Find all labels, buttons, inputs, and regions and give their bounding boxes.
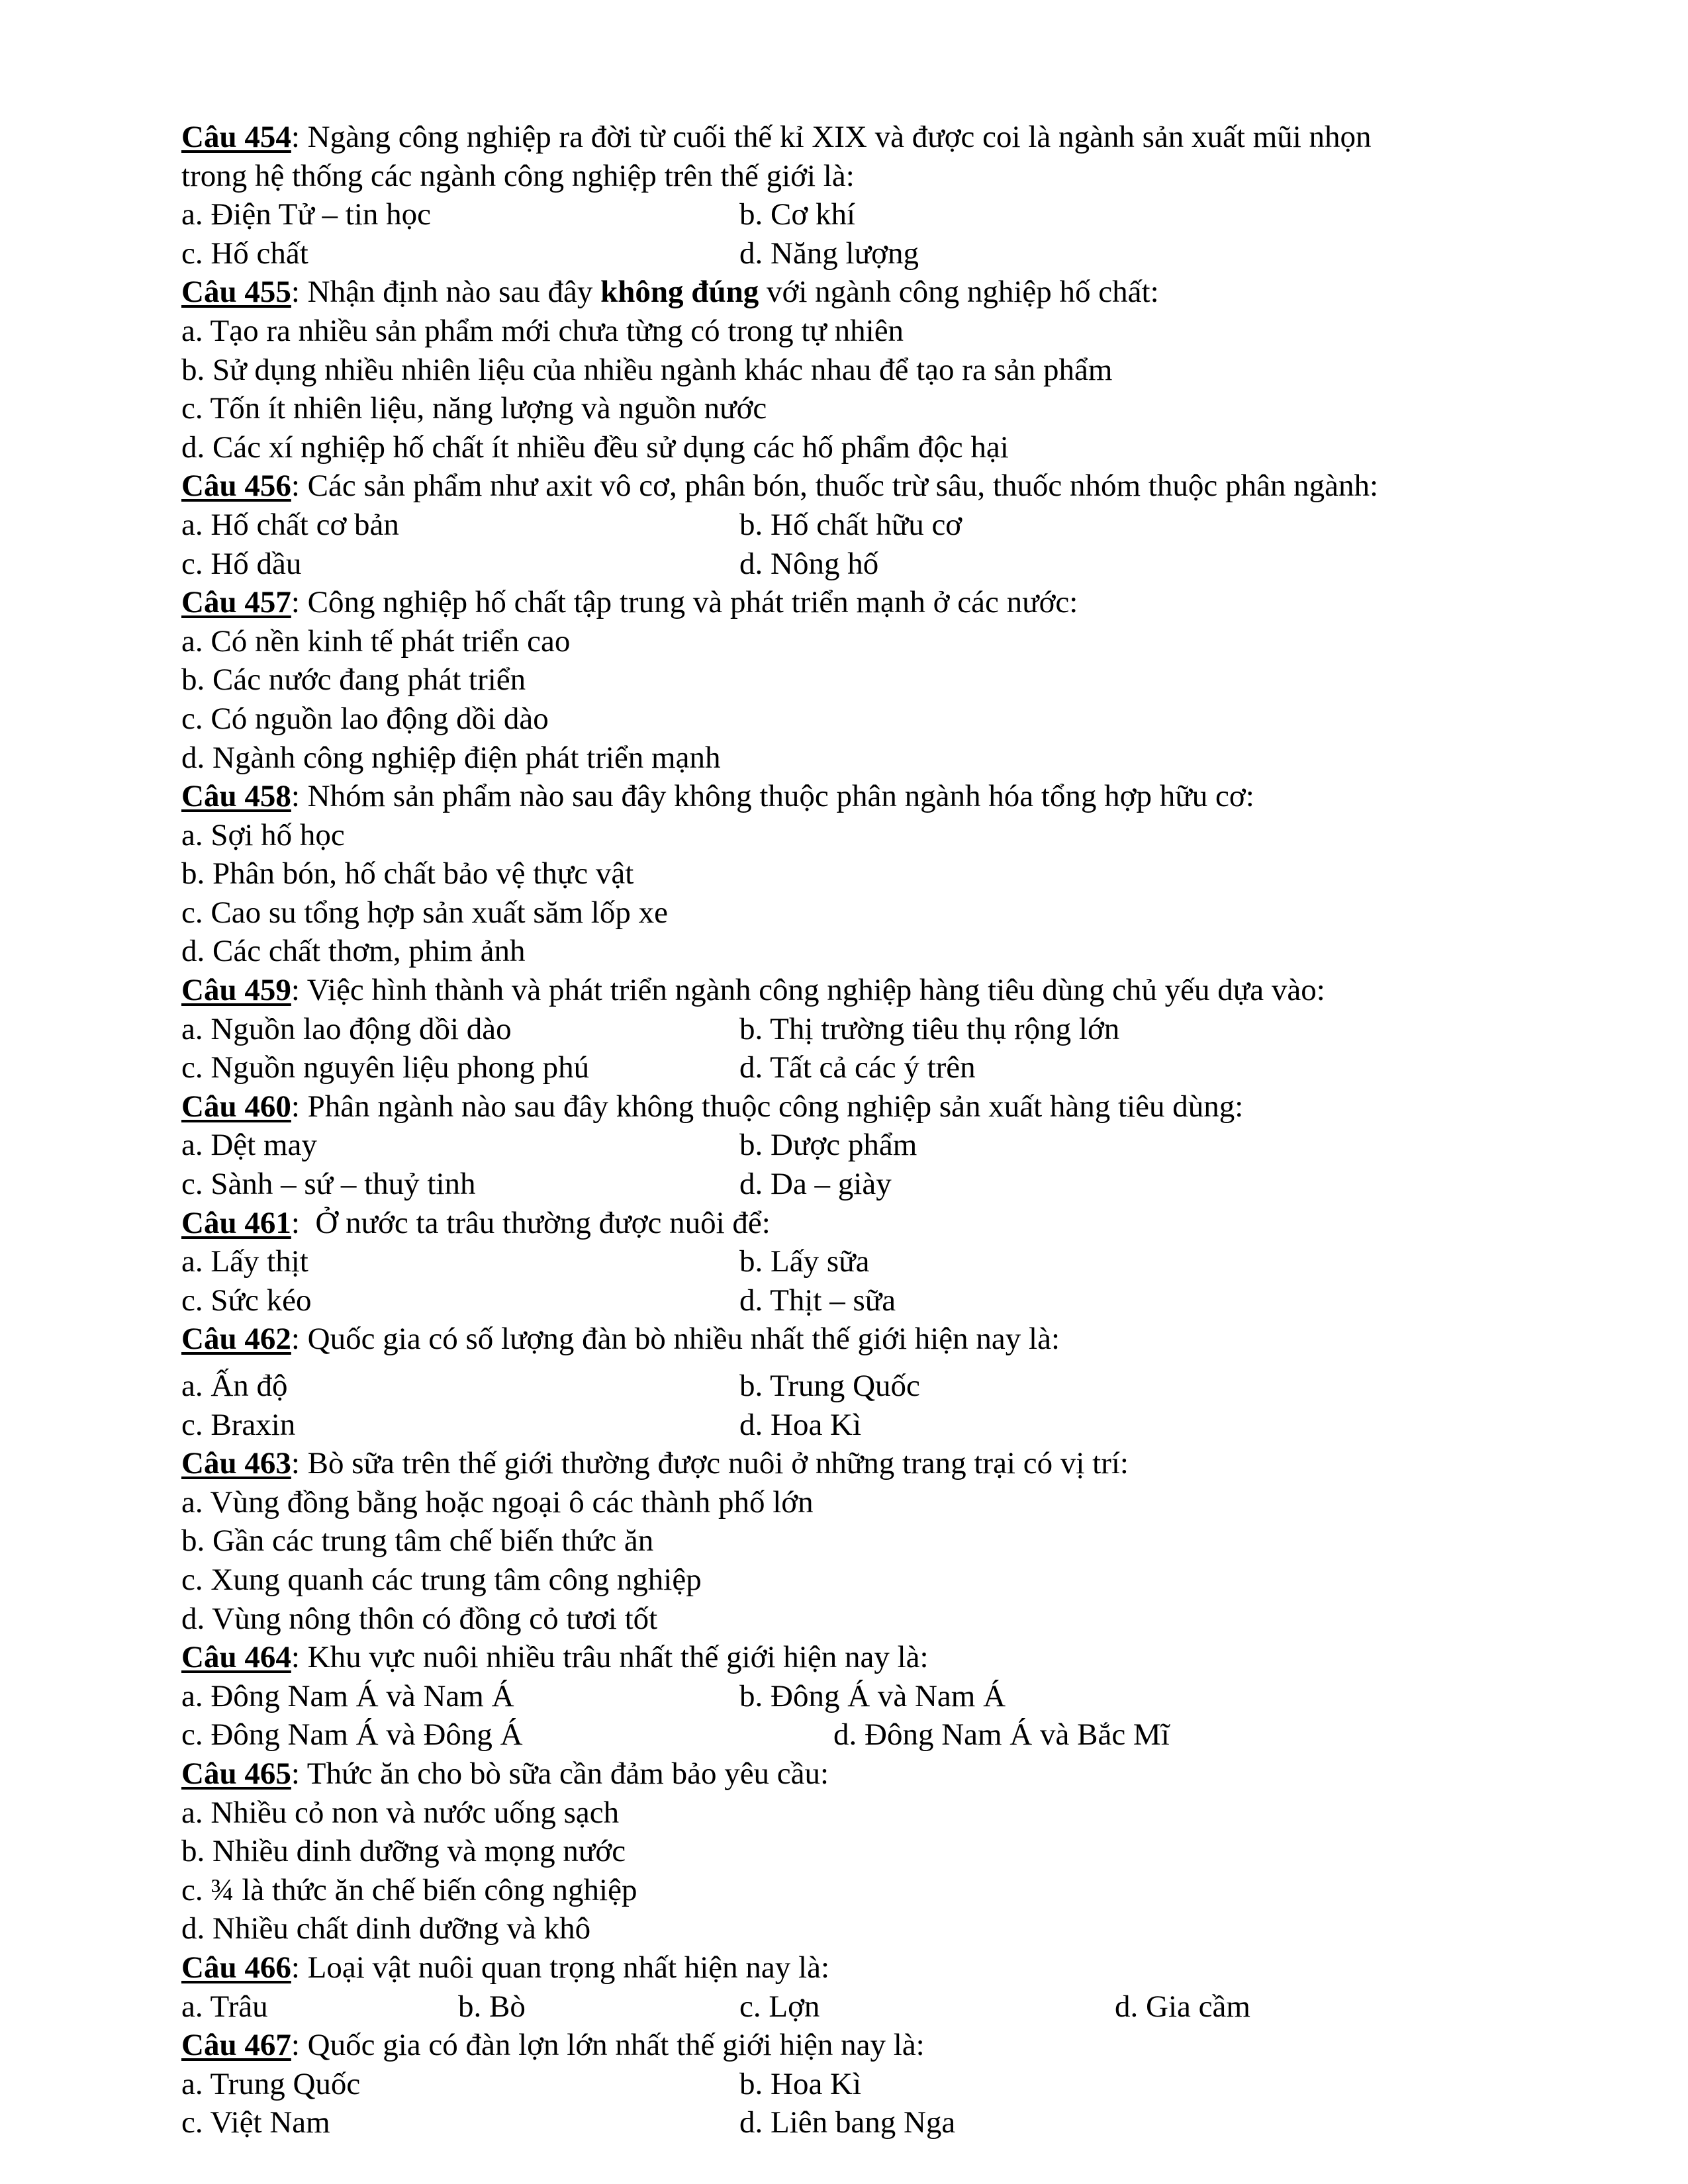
question-456	[181, 467, 1532, 506]
option-a: a. Vùng đồng bằng hoặc ngoại ô các thành phố lớn	[181, 1484, 814, 1520]
option-a: a. Sợi hố học	[181, 817, 345, 852]
option-d: d. Gia cầm	[1115, 1989, 1250, 2024]
option-c: c. Đông Nam Á và Đông Á	[181, 1717, 523, 1752]
option-c: c. Nguồn nguyên liệu phong phú	[181, 1050, 590, 1085]
option-row	[181, 1126, 1532, 1165]
option-row	[181, 1010, 1532, 1049]
question-454-line-2	[181, 157, 1532, 196]
option-row	[181, 1715, 1532, 1754]
option-d: d. Các chất thơm, phim ảnh	[181, 934, 526, 969]
option-a: a. Ấn độ	[181, 1369, 288, 1403]
option-b: b. Bò	[458, 1989, 526, 2024]
question-number: Câu 454	[181, 120, 291, 154]
option-row	[181, 1048, 1532, 1087]
option-c: c. ¾ là thức ăn chế biến công nghiệp	[181, 1872, 637, 1907]
option-c: c. Lợn	[739, 1989, 820, 2024]
option-b: b. Lấy sữa	[739, 1244, 870, 1279]
question-text: : Nhận định nào sau đây	[291, 275, 601, 310]
option-b: b. Thị trường tiêu thụ rộng lớn	[739, 1011, 1120, 1046]
question-text: : Công nghiệp hố chất tập trung và phát triển mạnh ở các nước:	[291, 585, 1078, 620]
option-b: b. Trung Quốc	[739, 1369, 920, 1403]
option-b: b. Nhiều dinh dưỡng và mọng nước	[181, 1834, 626, 1869]
option-a: a. Trung Quốc	[181, 2066, 361, 2101]
option-d: d. Năng lượng	[739, 236, 919, 271]
option-row	[181, 2103, 1532, 2142]
question-number: Câu 461	[181, 1205, 291, 1240]
question-467	[181, 2026, 1532, 2065]
option-c: c. Hố chất	[181, 236, 308, 271]
option-row	[181, 2065, 1532, 2104]
question-text: : Loại vật nuôi quan trọng nhất hiện nay là:	[291, 1950, 830, 1985]
option-b: b. Đông Á và Nam Á	[739, 1678, 1006, 1713]
option-a: a. Có nền kinh tế phát triển cao	[181, 623, 571, 659]
question-number: Câu 467	[181, 2028, 291, 2063]
option-a: a. Nhiều cỏ non và nước uống sạch	[181, 1795, 620, 1830]
option-a: a. Tạo ra nhiều sản phẩm mới chưa từng có trong tự nhiên	[181, 313, 904, 348]
question-459	[181, 971, 1532, 1010]
question-text: : Quốc gia có đàn lợn lớn nhất thế giới hiện nay là:	[291, 2028, 925, 2063]
option-row	[181, 195, 1532, 234]
question-text: : Ở nước ta trâu thường được nuôi để:	[291, 1205, 771, 1240]
option-a: a. Lấy thịt	[181, 1244, 308, 1279]
question-number: Câu 460	[181, 1089, 291, 1124]
option-row	[181, 1281, 1532, 1320]
option-b: b. Gần các trung tâm chế biến thức ăn	[181, 1524, 654, 1559]
option-row	[181, 1242, 1532, 1281]
question-458	[181, 777, 1532, 816]
option-c: c. Xung quanh các trung tâm công nghiệp	[181, 1562, 702, 1597]
option-c: c. Sức kéo	[181, 1283, 312, 1318]
question-text: : Nhóm sản phẩm nào sau đây không thuộc phân ngành hóa tổng hợp hữu cơ:	[291, 779, 1254, 814]
question-text: : Bò sữa trên thế giới thường được nuôi ở những trang trại có vị trí:	[291, 1446, 1129, 1481]
option-d: d. Ngành công nghiệp điện phát triển mạnh	[181, 740, 721, 775]
option-d: d. Nhiều chất dinh dưỡng và khô	[181, 1911, 591, 1946]
question-number: Câu 465	[181, 1756, 291, 1791]
question-number: Câu 457	[181, 585, 291, 620]
option-row	[181, 1677, 1532, 1716]
option-b: b. Sử dụng nhiều nhiên liệu của nhiều ngành khác nhau để tạo ra sản phẩm	[181, 352, 1113, 387]
option-a: a. Điện Tử – tin học	[181, 197, 432, 232]
option-d: d. Da – giày	[739, 1167, 892, 1202]
option-b: b. Các nước đang phát triển	[181, 662, 526, 698]
option-d: d. Tất cả các ý trên	[739, 1050, 976, 1085]
option-row	[181, 506, 1532, 545]
option-row	[181, 545, 1532, 584]
question-text: : Các sản phẩm như axit vô cơ, phân bón, thuốc trừ sâu, thuốc nhóm thuộc phân ngành:	[291, 469, 1378, 504]
question-text: trong hệ thống các ngành công nghiệp trên thế giới là:	[181, 158, 855, 193]
question-number: Câu 456	[181, 469, 291, 504]
question-464	[181, 1638, 1532, 1677]
option-a: a. Hố chất cơ bản	[181, 507, 399, 542]
option-d: d. Hoa Kì	[739, 1407, 862, 1442]
question-number: Câu 462	[181, 1322, 291, 1357]
option-a: a. Nguồn lao động dồi dào	[181, 1011, 512, 1046]
question-text: : Quốc gia có số lượng đàn bò nhiều nhất thế giới hiện nay là:	[291, 1322, 1060, 1357]
option-a: a. Đông Nam Á và Nam Á	[181, 1678, 514, 1713]
option-c: c. Có nguồn lao động dồi dào	[181, 701, 549, 736]
option-row	[181, 1987, 1532, 2026]
question-457	[181, 583, 1532, 622]
option-b: b. Phân bón, hố chất bảo vệ thực vật	[181, 856, 634, 891]
question-text: : Phân ngành nào sau đây không thuộc công nghiệp sản xuất hàng tiêu dùng:	[291, 1089, 1244, 1124]
option-row	[181, 1367, 1532, 1406]
question-465	[181, 1754, 1532, 1794]
question-454-line-1	[181, 118, 1532, 157]
option-b: b. Hố chất hữu cơ	[739, 507, 962, 542]
question-text: : Việc hình thành và phát triển ngành công nghiệp hàng tiêu dùng chủ yếu dựa vào:	[291, 973, 1325, 1008]
option-a: a. Trâu	[181, 1989, 268, 2024]
question-text: với ngành công nghiệp hố chất:	[759, 275, 1159, 310]
question-455	[181, 273, 1532, 312]
question-text: : Ngàng công nghiệp ra đời từ cuối thế kỉ XIX và được coi là ngành sản xuất mũi nhọn	[291, 120, 1372, 154]
option-d: d. Các xí nghiệp hố chất ít nhiều đều sử dụng các hố phẩm độc hại	[181, 430, 1009, 465]
question-text: : Thức ăn cho bò sữa cần đảm bảo yêu cầu:	[291, 1756, 829, 1791]
question-list	[181, 118, 1532, 2142]
question-number: Câu 459	[181, 973, 291, 1008]
question-emphasis: không đúng	[600, 275, 759, 310]
question-number: Câu 458	[181, 779, 291, 814]
question-number: Câu 464	[181, 1640, 291, 1675]
option-c: c. Braxin	[181, 1407, 296, 1442]
question-466	[181, 1948, 1532, 1987]
question-463	[181, 1444, 1532, 1483]
option-c: c. Việt Nam	[181, 2105, 330, 2140]
option-c: c. Hố dầu	[181, 546, 302, 581]
option-b: b. Dược phẩm	[739, 1128, 917, 1163]
question-461	[181, 1204, 1532, 1243]
option-row	[181, 1165, 1532, 1204]
option-b: b. Hoa Kì	[739, 2066, 862, 2101]
option-d: d. Thịt – sữa	[739, 1283, 896, 1318]
option-row	[181, 234, 1532, 273]
question-462	[181, 1320, 1532, 1359]
option-d: d. Vùng nông thôn có đồng cỏ tươi tốt	[181, 1601, 658, 1636]
question-number: Câu 463	[181, 1446, 291, 1481]
option-c: c. Sành – sứ – thuỷ tinh	[181, 1167, 476, 1202]
option-d: d. Nông hố	[739, 546, 879, 581]
option-a: a. Dệt may	[181, 1128, 317, 1163]
option-c: c. Tốn ít nhiên liệu, năng lượng và nguồn nước	[181, 391, 767, 426]
option-b: b. Cơ khí	[739, 197, 856, 232]
option-d: d. Liên bang Nga	[739, 2105, 956, 2140]
option-row	[181, 1406, 1532, 1445]
question-text: : Khu vực nuôi nhiều trâu nhất thế giới hiện nay là:	[291, 1640, 929, 1675]
option-c: c. Cao su tổng hợp sản xuất săm lốp xe	[181, 895, 668, 930]
question-460	[181, 1087, 1532, 1126]
option-d: d. Đông Nam Á và Bắc Mĩ	[833, 1717, 1170, 1752]
question-number: Câu 466	[181, 1950, 291, 1985]
question-number: Câu 455	[181, 275, 291, 310]
